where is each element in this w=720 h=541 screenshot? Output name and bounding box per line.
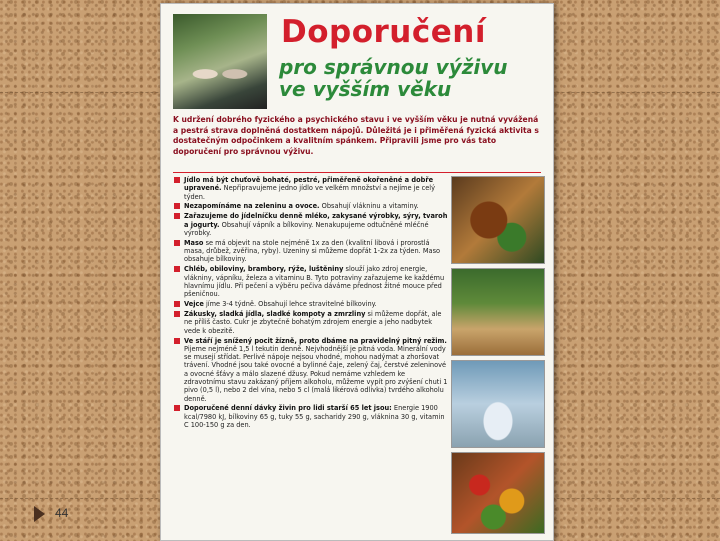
list-item: Zákusky, sladká jídla, sladké kompoty a zmrzliny si můžeme dopřát, ale ne příliš často. Cukr je zbytečně bohatým zdrojem energie a jeho nadbytek vede k obezitě.: [173, 310, 448, 335]
list-item: Jídlo má být chuťově bohaté, pestré, přiměřeně okořeněné a dobře upravené. Nepřipravujeme jedno jídlo ve velkém množství a nejíme je celý týden.: [173, 176, 448, 201]
list-item: Zařazujeme do jídelníčku denně mléko, zakysané výrobky, sýry, tvaroh a jogurty. Obsahují vápník a bílkoviny. Nenakupujeme odtučněné mléčné výrobky.: [173, 212, 448, 237]
bullet-icon: [174, 311, 180, 317]
triangle-arrow-icon: [34, 506, 45, 522]
divider: [173, 172, 541, 173]
slide-number: 44: [55, 506, 69, 520]
food-platter-photo: [451, 176, 545, 264]
bullet-icon: [174, 405, 180, 411]
list-item: Doporučené denní dávky živin pro lidi starší 65 let jsou: Energie 1900 kcal/7980 kJ, bílkoviny 65 g, tuky 55 g, sacharidy 290 g, vláknina 30 g, vitamin C 100-150 g za den.: [173, 404, 448, 429]
intro-paragraph: K udržení dobrého fyzického a psychického stavu i ve vyšším věku je nutná vyvážená a pestrá strava doplněná dostatkem nápojů. Důležitá je i přiměřená fyzická aktivita s dostatečným odpočinkem a kvalitním spánkem. Připravili jsme pro vás tato doporučení pro správnou výživu.: [173, 115, 539, 156]
fruit-vegetables-photo: [451, 452, 545, 534]
subtitle-line-1: pro správnou výživu: [279, 55, 508, 79]
list-item: Vejce jíme 3-4 týdně. Obsahují lehce stravitelné bílkoviny.: [173, 300, 448, 308]
list-item: Maso se má objevit na stole nejméně 1x za den (kvalitní libová i prorostlá masa, drůbež, zvěřina, ryby). Uzeniny si můžeme dopřát 1-2x za týden. Maso obsahuje bílkoviny.: [173, 239, 448, 264]
bullet-icon: [174, 240, 180, 246]
recommendation-leaflet: [160, 3, 554, 541]
list-item: Nezapomínáme na zeleninu a ovoce. Obsahují vlákninu a vitaminy.: [173, 202, 448, 210]
subtitle-line-2: ve vyšším věku: [279, 77, 452, 101]
recommendation-list: [173, 176, 448, 431]
bullet-icon: [174, 177, 180, 183]
photo-column: [451, 176, 543, 538]
water-glass-photo: [451, 360, 545, 448]
bullet-icon: [174, 338, 180, 344]
bullet-icon: [174, 301, 180, 307]
seniors-dining-photo: [173, 14, 267, 109]
list-item: Chléb, obiloviny, brambory, rýže, luštěniny slouží jako zdroj energie, vlákniny, vápníku, železa a vitaminu B. Tyto potraviny zařazujeme ke každému hlavnímu jídlu. Při pečení a výběru pečiva dáváme přednost žitné mouce před pšeničnou.: [173, 265, 448, 298]
list-item: Ve stáří je snížený pocit žízně, proto dbáme na pravidelný pitný režim. Pijeme nejméně 1,5 l tekutin denně. Nejvhodnější je pitná voda. Minerální vody se musejí střídat. Perlivé nápoje nejsou vhodné, mohou nadýmat a zhoršovat trávení. Vhodné jsou také ovocné a bylinné čaje, zelený čaj, čerstvé zeleninové a ovocné šťávy a málo slazené džusy. Pokud nemáme vzhledem ke zdravotnímu stavu zakázaný příjem alkoholu, můžeme vypít pro zvýšení chuti 1 pivo (0,5 l), nebo 2 del vína, nebo 5 cl (malá likérová odlivka) tvrdého alkoholu denně.: [173, 337, 448, 403]
outdoor-exercise-photo: [451, 268, 545, 356]
leaflet-title: Doporučení: [281, 14, 486, 50]
bullet-icon: [174, 266, 180, 272]
bullet-icon: [174, 203, 180, 209]
bullet-icon: [174, 213, 180, 219]
leaflet-subtitle: [279, 56, 508, 100]
